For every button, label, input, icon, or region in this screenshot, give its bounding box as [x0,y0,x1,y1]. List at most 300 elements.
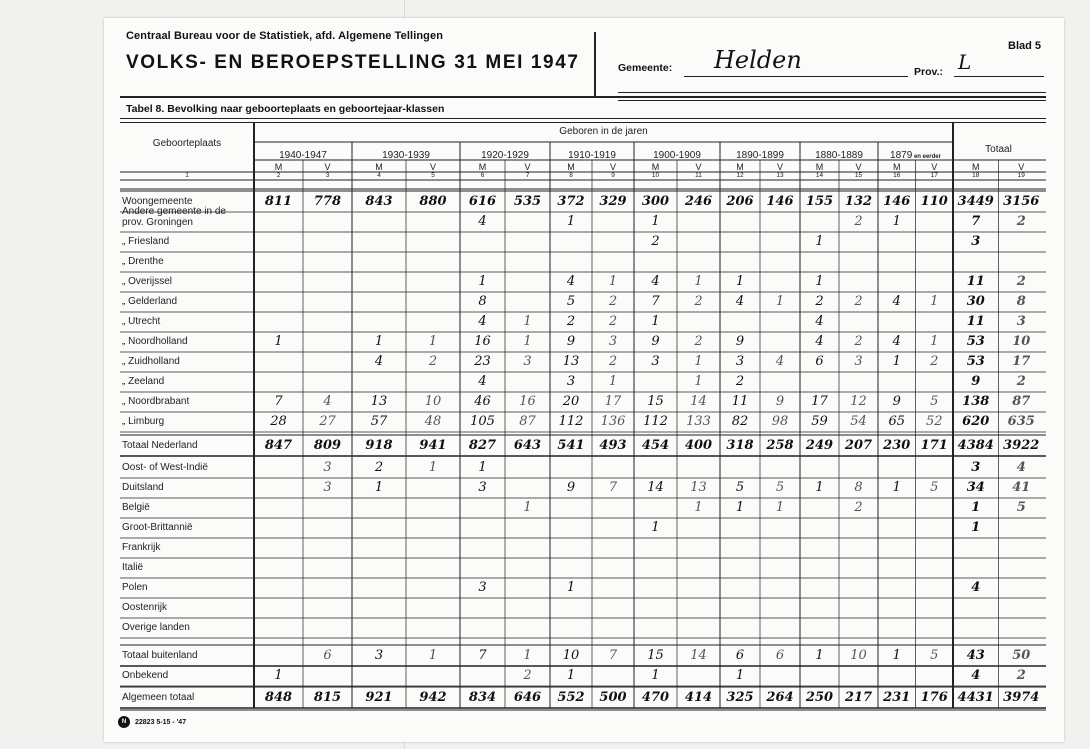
gemeente-label: Gemeente: [618,62,673,74]
table-cell: 2 [1016,668,1026,683]
table-cell: 23 [474,354,491,369]
table-cell: 146 [883,194,911,209]
header-rule-thick [120,96,1046,98]
column-number: 8 [569,172,573,179]
table-cell: 10 [850,648,867,663]
table-cell: 643 [513,438,542,453]
table-cell: 834 [468,690,497,705]
table-cell: 4 [815,334,824,349]
table-cell: 34 [966,480,985,495]
table-cell: 2 [374,460,384,475]
table-cell: 8 [1016,294,1026,309]
header-divider [594,32,596,96]
table-cell: 5 [566,294,576,309]
table-cell: 500 [599,690,627,705]
table-cell: 7 [608,648,618,663]
table-cell: 4 [815,314,824,329]
table-cell: 541 [557,438,585,453]
table-cell: 4 [566,274,576,289]
table-cell: 5 [930,480,939,495]
sex-header: M [893,162,901,172]
table-cell: 918 [365,438,393,453]
table-cell: 1 [428,460,438,475]
table-cell: 13 [690,480,707,495]
table-cell: 41 [1012,480,1031,495]
table-cell: 2 [428,354,438,369]
table-cell: 493 [599,438,627,453]
table-cell: 258 [766,438,794,453]
table-cell: 46 [474,394,491,409]
table-cell: 848 [264,690,293,705]
table-cell: 2 [608,354,618,369]
table-cell: 5 [930,648,939,663]
table-cell: 1 [478,460,487,475]
row-label: Groot-Brittannië [122,522,193,533]
table-cell: 9 [566,480,576,495]
table-cell: 146 [766,194,794,209]
table-cell: 4 [478,214,487,229]
table-cell: 1 [815,274,824,289]
table-cell: 2 [854,214,863,229]
gemeente-line [684,76,908,77]
table-cell: 217 [844,690,873,705]
table-cell: 5 [930,394,939,409]
table-cell: 815 [313,690,342,705]
table-cell: 3 [854,354,863,369]
period-header: 1910-1919 [568,150,616,161]
sex-header: M [736,162,744,172]
census-table [120,122,1046,714]
table-cell: 11 [966,314,985,329]
table-cell: 112 [643,414,668,429]
table-cell: 1 [971,500,981,515]
table-cell: 82 [731,414,749,429]
table-cell: 2 [608,294,618,309]
table-cell: 2 [694,294,703,309]
table-cell: 552 [557,690,585,705]
table-cell: 8 [478,294,487,309]
sex-header: V [695,162,702,172]
table-cell: 52 [925,414,943,429]
province-line [954,76,1044,77]
table-cell: 17 [1012,354,1031,369]
table-cell: 4 [971,668,981,683]
table-cell: 3 [374,648,384,663]
sex-header: V [855,162,862,172]
row-label: Woongemeente [122,196,193,207]
table-cell: 231 [883,690,911,705]
table-cell: 27 [319,414,336,429]
table-cell: 206 [726,194,754,209]
table-cell: 941 [419,438,447,453]
table-cell: 7 [971,214,981,229]
table-cell: 9 [775,394,785,409]
table-cell: 1 [775,500,785,515]
table-cell: 7 [651,294,660,309]
table-cell: 50 [1012,648,1031,663]
table-cell: 880 [419,194,447,209]
table-cell: 15 [647,648,664,663]
table-cell: 2 [854,294,863,309]
table-cell: 7 [608,480,618,495]
table-cell: 2 [854,500,863,515]
table-cell: 811 [264,194,293,209]
table-cell: 1 [608,274,618,289]
table-cell: 7 [274,394,283,409]
table-cell: 5 [1016,500,1026,515]
table-cell: 620 [962,414,990,429]
sex-header: V [524,162,531,172]
period-header: 1879 en eerder [890,150,941,161]
table-cell: 2 [694,334,703,349]
table-cell: 2 [1016,214,1026,229]
table-cell: 1 [523,500,532,515]
total-header: Totaal [985,144,1012,155]
table-cell: 3 [523,354,532,369]
table-cell: 87 [519,414,536,429]
table-cell: 6 [323,648,332,663]
table-cell: 10 [1012,334,1031,349]
table-cell: 16 [474,334,491,349]
table-cell: 3 [478,480,487,495]
table-cell: 57 [370,414,388,429]
row-label: „ Zuidholland [122,356,180,367]
table-cell: 1 [971,520,981,535]
table-cell: 1 [566,580,576,595]
column-number: 12 [736,172,744,179]
table-cell: 1 [775,294,785,309]
table-cell: 1 [892,214,901,229]
table-cell: 5 [735,480,745,495]
table-cell: 1 [374,334,384,349]
table-cell: 1 [815,480,824,495]
row-label: Oost- of West-Indië [122,462,208,473]
table-cell: 372 [557,194,585,209]
table-cell: 20 [562,394,580,409]
gemeente-value: Helden [714,46,802,74]
table-cell: 1 [274,668,283,683]
table-cell: 9 [735,334,745,349]
table-cell: 105 [470,414,495,429]
table-cell: 10 [562,648,580,663]
table-cell: 400 [684,438,713,453]
header-rule [618,100,1046,101]
province-label: Prov.: [914,66,943,78]
column-number: 9 [611,172,615,179]
row-label: Duitsland [122,482,164,493]
row-label: Algemeen totaal [122,692,195,703]
sex-header: V [324,162,331,172]
table-cell: 7 [478,648,487,663]
table-cell: 230 [883,438,911,453]
column-number: 10 [651,172,660,179]
column-number: 5 [431,172,435,179]
table-cell: 110 [920,194,948,209]
table-cell: 14 [647,480,664,495]
table-cell: 4431 [957,690,994,705]
table-cell: 3 [608,334,618,349]
header-rule [618,92,1046,93]
table-cell: 4 [478,374,487,389]
table-cell: 3 [323,460,332,475]
table-cell: 6 [735,648,745,663]
table-cell: 616 [468,194,497,209]
table-cell: 132 [844,194,873,209]
row-label: Andere gemeente in de prov. Groningen [122,206,226,228]
table-cell: 1 [428,648,438,663]
publisher-logo-icon: N [118,716,130,728]
column-number: 13 [776,172,784,179]
table-cell: 8 [854,480,863,495]
table-cell: 3156 [1003,194,1040,209]
table-cell: 1 [523,334,532,349]
table-cell: 4 [775,354,785,369]
table-cell: 2 [523,668,532,683]
table-cell: 3922 [1003,438,1040,453]
row-label: „ Zeeland [122,376,165,387]
table-cell: 13 [370,394,388,409]
table-cell: 3 [323,480,332,495]
column-number: 4 [377,172,381,179]
row-label: „ Noordbrabant [122,396,190,407]
table-cell: 454 [641,438,670,453]
table-cell: 1 [735,274,745,289]
row-label: „ Friesland [122,236,170,247]
table-cell: 87 [1012,394,1031,409]
table-cell: 2 [735,374,745,389]
table-cell: 2 [608,314,618,329]
table-cell: 3 [971,460,981,475]
table-cell: 2 [854,334,863,349]
period-header: 1900-1909 [653,150,701,161]
column-number: 7 [525,172,530,179]
born-header: Geboren in de jaren [559,126,648,137]
table-cell: 9 [971,374,981,389]
table-cell: 207 [844,438,873,453]
table-cell: 65 [888,414,906,429]
table-cell: 4 [971,580,981,595]
period-header: 1940-1947 [279,150,327,161]
table-cell: 778 [313,194,342,209]
row-label: België [122,502,150,513]
table-cell: 4 [374,354,384,369]
table-cell: 3449 [957,194,994,209]
table-cell: 1 [892,480,901,495]
table-cell: 1 [523,314,532,329]
column-number: 17 [930,172,938,179]
table-cell: 43 [966,648,985,663]
table-cell: 176 [920,690,948,705]
table-cell: 3974 [1003,690,1040,705]
table-cell: 1 [694,274,703,289]
table-cell: 809 [313,438,342,453]
table-cell: 1 [566,668,576,683]
table-cell: 98 [771,414,789,429]
column-number: 18 [972,172,980,179]
table-cell: 1 [892,648,901,663]
row-label: „ Drenthe [122,256,164,267]
sex-header: V [1018,162,1025,172]
sex-header: M [567,162,575,172]
table-title-rule [120,118,1046,119]
table-cell: 2 [1016,374,1026,389]
row-label: „ Overijssel [122,276,173,287]
table-cell: 1 [428,334,438,349]
table-cell: 4 [651,274,660,289]
table-title: Tabel 8. Bevolking naar geboorteplaats en geboortejaar-klassen [126,103,445,115]
table-cell: 2 [1016,274,1026,289]
table-cell: 3 [971,234,981,249]
table-cell: 6 [775,648,785,663]
table-cell: 1 [815,234,824,249]
table-cell: 2 [815,294,824,309]
sex-header: M [478,162,487,172]
table-cell: 12 [850,394,867,409]
table-cell: 112 [558,414,584,429]
table-cell: 1 [651,214,660,229]
table-cell: 48 [424,414,442,429]
table-cell: 53 [966,334,985,349]
table-cell: 2 [651,234,660,249]
form-header [126,30,580,74]
table-cell: 4 [892,294,901,309]
row-label: Frankrijk [122,542,161,553]
row-label: Overige landen [122,622,190,633]
table-cell: 13 [562,354,580,369]
column-number: 6 [480,172,485,179]
table-cell: 827 [468,438,497,453]
table-cell: 9 [892,394,901,409]
table-cell: 646 [513,690,542,705]
table-cell: 3 [651,354,660,369]
sex-header: V [776,162,783,172]
table-cell: 1 [735,500,745,515]
table-cell: 2 [930,354,939,369]
table-cell: 28 [270,414,287,429]
form-code: 22823 5-15 - '47 [135,718,187,726]
table-cell: 246 [684,194,713,209]
table-cell: 635 [1007,414,1035,429]
table-cell: 1 [274,334,283,349]
table-cell: 1 [892,354,901,369]
table-cell: 843 [365,194,393,209]
row-label: „ Noordholland [122,336,188,347]
sex-header: M [375,162,383,172]
table-cell: 249 [805,438,834,453]
period-header: 1890-1899 [736,150,784,161]
table-cell: 14 [690,394,707,409]
table-cell: 4 [892,334,901,349]
table-cell: 1 [694,500,703,515]
census-title: VOLKS- EN BEROEPSTELLING 31 MEI 1947 [126,52,580,73]
sex-header: V [609,162,616,172]
sex-header: V [931,162,938,172]
column-number: 19 [1017,172,1025,179]
row-label: Totaal Nederland [122,440,198,451]
period-header: 1930-1939 [382,150,430,161]
table-cell: 155 [805,194,834,209]
table-cell: 1 [694,374,703,389]
sheet-number: Blad 5 [1008,40,1042,52]
table-cell: 138 [962,394,990,409]
period-header: 1880-1889 [815,150,863,161]
table-cell: 1 [651,314,660,329]
table-cell: 11 [731,394,749,409]
table-cell: 15 [647,394,664,409]
table-cell: 17 [811,394,828,409]
table-cell: 3 [735,354,745,369]
table-cell: 847 [264,438,293,453]
row-label: Onbekend [122,670,169,681]
column-number: 1 [185,172,189,179]
period-suffix: en eerder [912,154,941,160]
table-cell: 1 [930,334,939,349]
table-cell: 1 [735,668,745,683]
table-cell: 1 [523,648,532,663]
row-label: Polen [122,582,148,593]
table-cell: 171 [920,438,948,453]
row-label: Totaal buitenland [122,650,198,661]
table-cell: 3 [566,374,576,389]
table-cell: 1 [694,354,703,369]
table-cell: 1 [478,274,487,289]
table-cell: 470 [641,690,670,705]
table-cell: 1 [566,214,576,229]
table-cell: 1 [930,294,939,309]
table-cell: 1 [651,520,660,535]
table-cell: 414 [684,690,713,705]
table-cell: 136 [600,414,626,429]
column-number: 16 [893,172,901,179]
table-cell: 17 [604,394,622,409]
table-cell: 4 [323,394,332,409]
sex-header: V [429,162,436,172]
table-cell: 14 [690,648,707,663]
province-value: L [958,50,972,74]
row-label: Oostenrijk [122,602,168,613]
table-cell: 16 [519,394,536,409]
table-cell: 264 [766,690,794,705]
sex-header: M [815,162,824,172]
column-number: 14 [815,172,824,179]
table-cell: 133 [686,414,711,429]
table-cell: 942 [419,690,447,705]
table-cell: 3 [478,580,487,595]
table-cell: 300 [641,194,670,209]
table-cell: 535 [513,194,542,209]
first-column-header: Geboorteplaats [152,138,222,149]
table-cell: 250 [805,690,834,705]
table-cell: 5 [775,480,785,495]
table-cell: 4 [735,294,745,309]
table-cell: 3 [1016,314,1026,329]
row-label: „ Limburg [122,416,165,427]
table-cell: 1 [608,374,618,389]
row-label: „ Utrecht [122,316,161,327]
table-cell: 921 [365,690,393,705]
table-cell: 325 [726,690,754,705]
row-label: Italië [122,562,144,573]
table-cell: 59 [811,414,828,429]
period-header: 1920-1929 [481,150,529,161]
table-cell: 1 [815,648,824,663]
table-cell: 4 [478,314,487,329]
column-number: 2 [276,172,281,179]
column-number: 3 [325,172,330,179]
table-cell: 1 [374,480,384,495]
form-footer [118,716,186,728]
table-cell: 10 [424,394,442,409]
